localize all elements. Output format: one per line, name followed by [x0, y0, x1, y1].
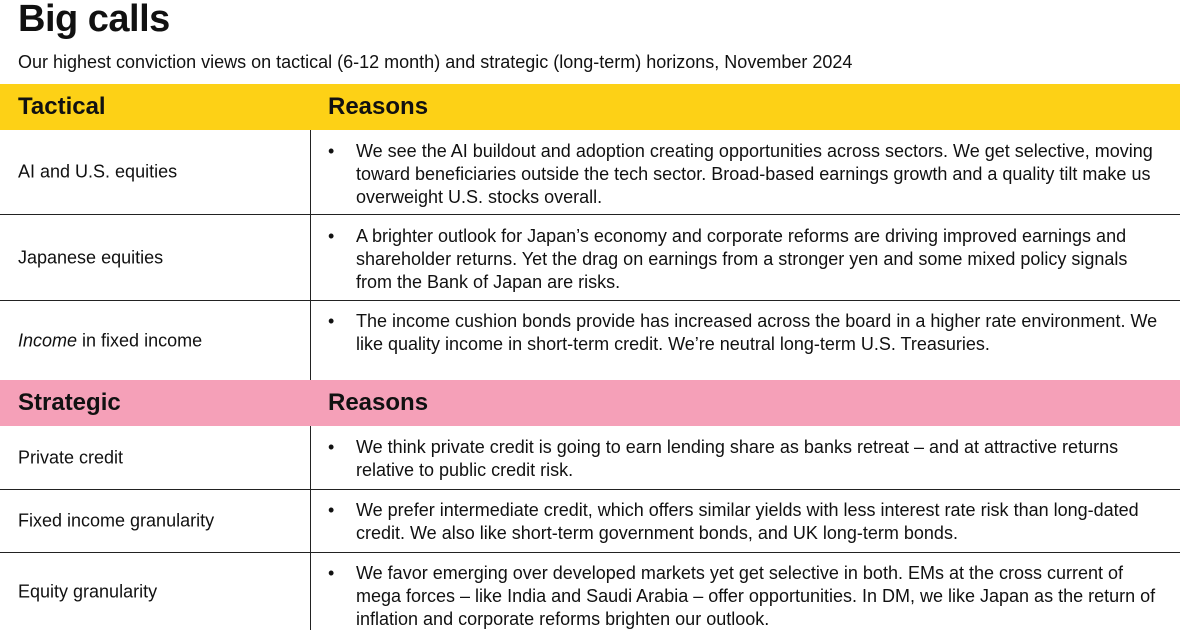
reason-text: A brighter outlook for Japan’s economy and corporate reforms are driving improved earnings and shareholder returns. Yet the drag on earnings from a stronger yen and some mixed policy signals from the Bank of Japan are risks. [356, 226, 1128, 292]
row-reason [328, 140, 1166, 209]
tactical-reasons-header: Reasons [328, 93, 429, 120]
row-label-italic: Income [18, 330, 78, 350]
table-row [0, 426, 1180, 489]
row-label [18, 330, 202, 351]
bullet: • [328, 563, 335, 583]
reason-text: We see the AI buildout and adoption creating opportunities across sectors. We get selective, moving toward beneficiaries outside the tech sector. Broad-based earnings growth and a quality tilt make us overweight U.S. stocks overall. [356, 141, 1153, 207]
table-row [0, 215, 1180, 300]
table-row [0, 130, 1180, 214]
row-reason [328, 562, 1166, 631]
column-divider [310, 215, 311, 300]
column-divider [310, 301, 311, 380]
row-reason [328, 436, 1166, 482]
bullet: • [328, 226, 335, 246]
tactical-header-label: Tactical [18, 93, 106, 120]
table-row [0, 553, 1180, 630]
row-label: Private credit [18, 447, 124, 467]
reason-text: We favor emerging over developed markets yet get selective in both. EMs at the cross current of mega forces – like India and Saudi Arabia – offer opportunities. In DM, we like Japan as the return of inflation and corporate reforms brighten our outlook. [356, 563, 1156, 629]
row-label-rest: in fixed income [77, 330, 203, 350]
table-row [0, 301, 1180, 380]
reason-text: The income cushion bonds provide has increased across the board in a higher rate environment. We like quality income in short-term credit. We’re neutral long-term U.S. Treasuries. [356, 311, 1158, 354]
strategic-section-header [0, 380, 1180, 426]
row-reason [328, 225, 1166, 294]
bullet: • [328, 311, 335, 331]
column-divider [310, 426, 311, 489]
column-divider [310, 130, 311, 214]
reason-text: We prefer intermediate credit, which offers similar yields with less interest rate risk than long-dated credit. We also like short-term government bonds, and UK long-term bonds. [356, 500, 1139, 543]
page-title: Big calls [18, 0, 170, 40]
row-label: Fixed income granularity [18, 510, 215, 531]
row-label: Equity granularity [18, 581, 158, 601]
column-divider [310, 553, 311, 630]
row-reason [328, 310, 1166, 356]
row-reason [328, 499, 1166, 545]
strategic-header-label: Strategic [18, 389, 121, 416]
reason-text: We think private credit is going to earn lending share as banks retreat – and at attractive returns relative to public credit risk. [356, 437, 1119, 480]
tactical-section-header [0, 84, 1180, 130]
table-row [0, 490, 1180, 552]
bullet: • [328, 141, 335, 161]
row-label: Japanese equities [18, 247, 164, 267]
bullet: • [328, 437, 335, 457]
bullet: • [328, 500, 335, 520]
strategic-reasons-header: Reasons [328, 389, 429, 416]
column-divider [310, 490, 311, 552]
row-label: AI and U.S. equities [18, 161, 178, 182]
page-subtitle: Our highest conviction views on tactical (6-12 month) and strategic (long-term) horizons, November 2024 [18, 52, 853, 72]
